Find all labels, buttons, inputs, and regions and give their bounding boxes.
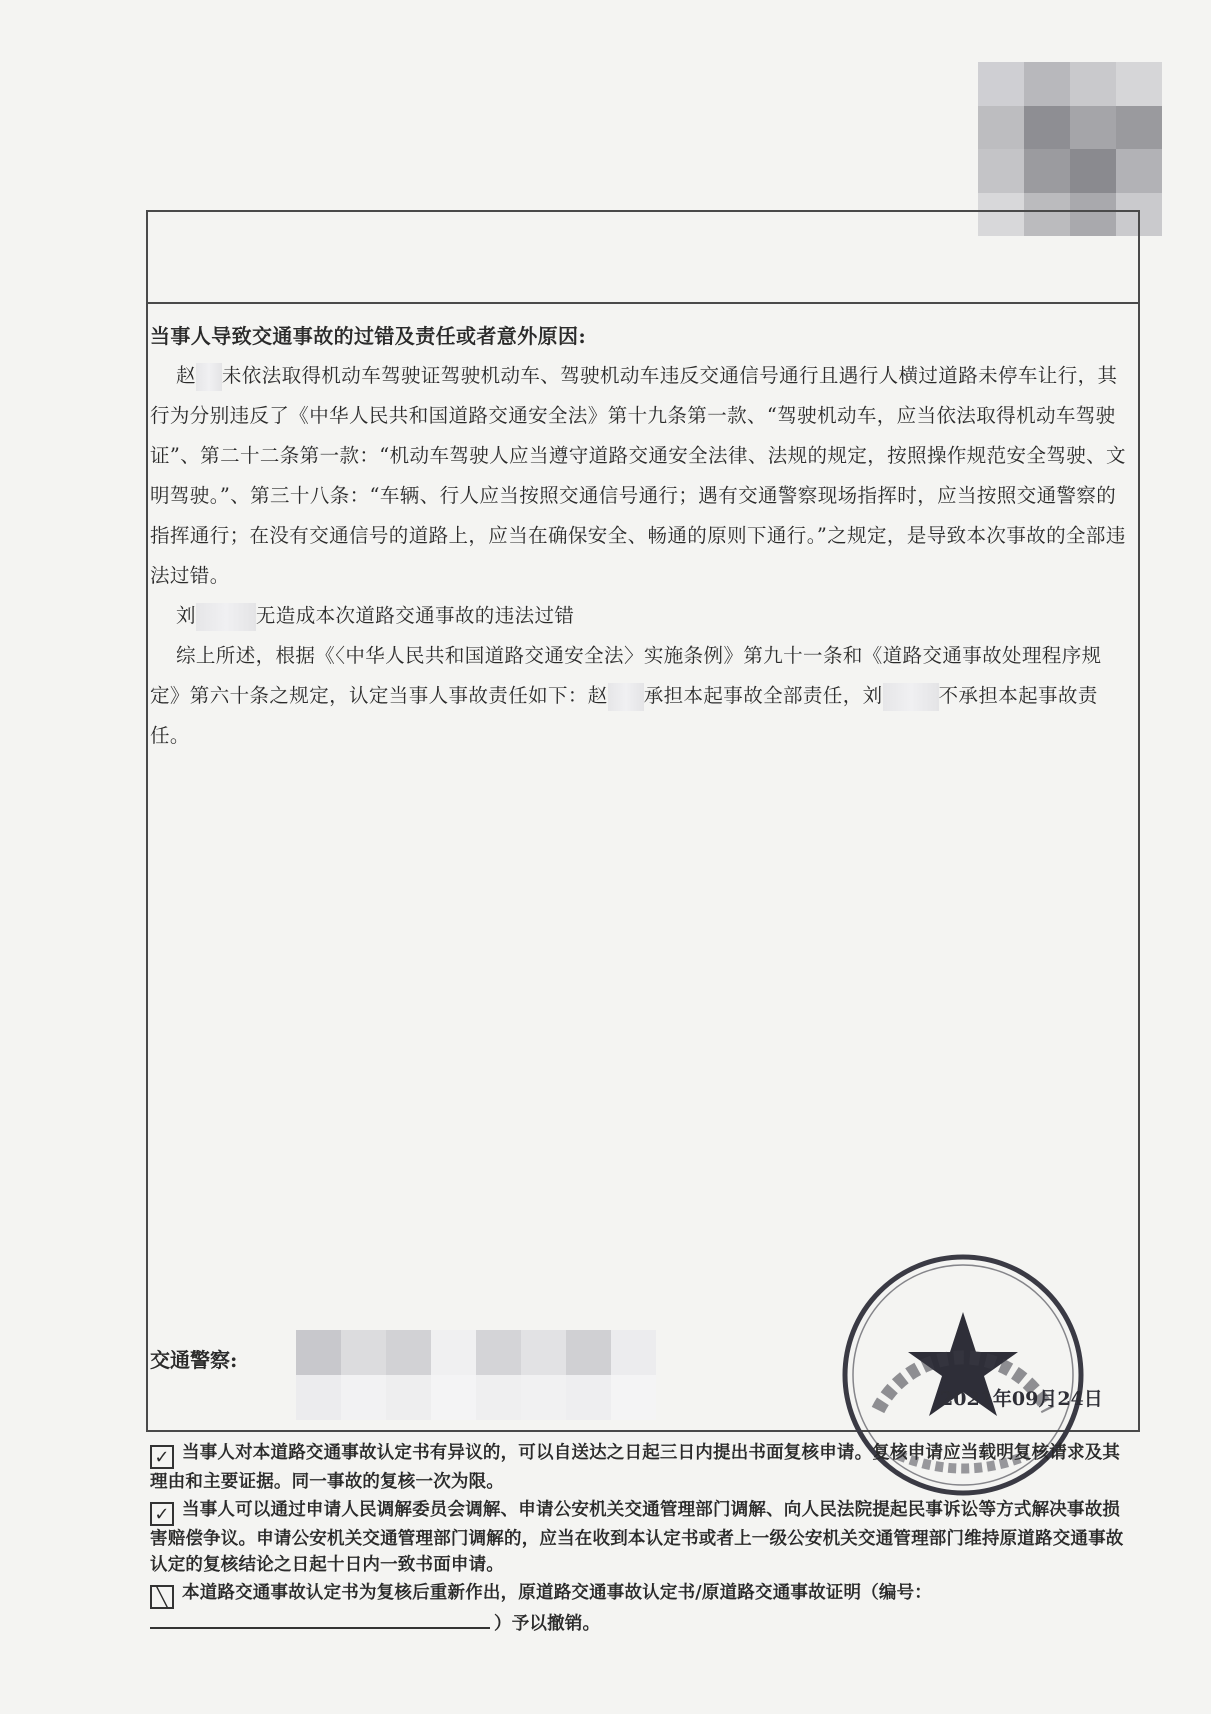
- paragraph-text: 未依法取得机动车驾驶证驾驶机动车、驾驶机动车违反交通信号通行且遇行人横过道路未停车让行，其行为分别违反了《中华人民共和国道路交通安全法》第十九条第一款、“驾驶机动车，应当依法取得机动车驾驶证”、第二十二条第一款：“机动车驾驶人应当遵守道路交通安全法律、法规的规定，按照操作规范安全驾驶、文明驾驶。”、第三十八条：“车辆、行人应当按照交通信号通行；遇有交通警察现场指挥时，应当按照交通警察的指挥通行；在没有交通信号的道路上，应当在确保安全、畅通的原则下通行。”之规定，是导致本次事故的全部违法过错。: [150, 364, 1126, 587]
- note-mediation: [150, 1497, 1125, 1578]
- note-text: 当事人可以通过申请人民调解委员会调解、申请公安机关交通管理部门调解、向人民法院提起民事诉讼等方式解决事故损害赔偿争议。申请公安机关交通管理部门调解的，应当在收到本认定书或者上一级公安机关交通管理部门维持原道路交通事故认定的复核结论之日起十日内一致书面申请。: [150, 1500, 1124, 1575]
- number-blank: [150, 1609, 490, 1629]
- paragraph-fault-liu: [150, 596, 1130, 636]
- redacted-officer-names: [296, 1330, 656, 1420]
- party-name-zhao: 赵: [176, 364, 196, 387]
- note-review: [150, 1440, 1125, 1495]
- note-text: 本道路交通事故认定书为复核后重新作出，原道路交通事故认定书/原道路交通事故证明（编号：: [182, 1583, 932, 1603]
- checkbox-mediation[interactable]: ✓: [150, 1502, 174, 1526]
- paragraph-text: 承担本起事故全部责任，刘: [643, 684, 883, 707]
- paragraph-text: 不承担本起事故责任。: [150, 684, 1098, 747]
- note-text: 当事人对本道路交通事故认定书有异议的，可以自送达之日起三日内提出书面复核申请。复核申请应当载明复核请求及其理由和主要证据。同一事故的复核一次为限。: [150, 1443, 1121, 1492]
- redacted-name: [608, 683, 644, 711]
- section-heading: 当事人导致交通事故的过错及责任或者意外原因:: [150, 324, 587, 348]
- note-tail: ）予以撤销。: [494, 1614, 601, 1634]
- redacted-name: [883, 683, 939, 711]
- paragraph-text: 无造成本次道路交通事故的违法过错: [255, 604, 575, 627]
- paragraph-conclusion: [150, 636, 1130, 756]
- redacted-name: [196, 603, 256, 631]
- checkbox-review[interactable]: ✓: [150, 1445, 174, 1469]
- redacted-name: [196, 363, 222, 391]
- document-body: [150, 316, 1130, 756]
- seal-date: 2021年09月24日: [940, 1388, 1103, 1410]
- paragraph-text: 综上所述，根据《〈中华人民共和国道路交通安全法〉实施条例》第九十一条和《道路交通事故处理程序规定》第六十条之规定，认定当事人事故责任如下：赵: [150, 644, 1102, 707]
- paragraph-fault-zhao: [150, 356, 1130, 596]
- party-name-liu: 刘: [176, 604, 196, 627]
- note-revocation: [150, 1580, 1125, 1637]
- header-divider: [146, 302, 1140, 304]
- notes-section: [150, 1440, 1125, 1639]
- officer-label: 交通警察:: [150, 1348, 238, 1372]
- checkbox-revocation[interactable]: ╲: [150, 1585, 174, 1609]
